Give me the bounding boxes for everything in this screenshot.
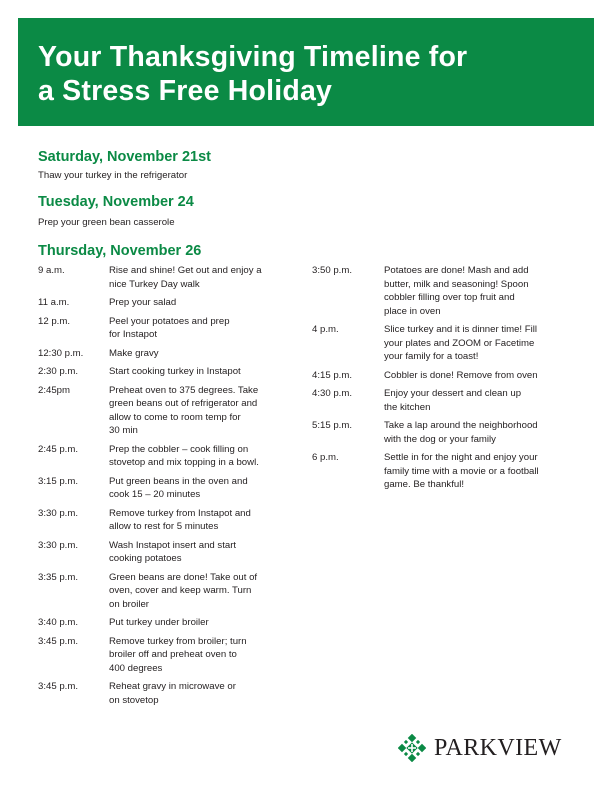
saturday-task: Thaw your turkey in the refrigerator [38, 170, 188, 181]
timeline-time: 3:45 p.m. [38, 681, 78, 692]
timeline-time: 4:15 p.m. [312, 369, 352, 381]
timeline-time: 11 a.m. [38, 297, 70, 308]
tuesday-heading: Tuesday, November 24 [38, 194, 194, 210]
timeline-activity [109, 315, 288, 342]
timeline-time: 2:45pm [38, 384, 70, 396]
timeline-time: 5:15 p.m. [312, 420, 352, 431]
timeline-time: 12 p.m. [38, 315, 70, 327]
timeline-activity-line: your family for a toast! [384, 351, 479, 362]
timeline-activity-line: the kitchen [384, 401, 431, 413]
timeline-activity-line: on broiler [109, 598, 149, 610]
timeline-activity [384, 387, 562, 414]
timeline-activity-line: allow to rest for 5 minutes [109, 521, 219, 532]
timeline-activity-line: for Instapot [109, 329, 157, 340]
timeline-activity-line: game. Be thankful! [384, 479, 464, 490]
timeline-activity-line: allow to come to room temp for [109, 411, 241, 423]
timeline-entry [38, 315, 288, 342]
timeline-entry [38, 475, 288, 502]
timeline-activity-line: stovetop and mix topping in a bowl. [109, 457, 259, 468]
timeline-entry [38, 384, 288, 438]
timeline-time: 3:50 p.m. [312, 265, 352, 276]
timeline-activity-line: Cobbler is done! Remove from oven [384, 369, 538, 381]
timeline-entry [38, 616, 288, 630]
thursday-heading: Thursday, November 26 [38, 243, 202, 259]
timeline-entry [312, 323, 562, 364]
timeline-right-column [312, 264, 562, 497]
timeline-activity-line: Slice turkey and it is dinner time! Fill [384, 324, 538, 335]
timeline-activity-line: cobbler filling over top fruit and [384, 292, 515, 303]
timeline-activity-line: Settle in for the night and enjoy your [384, 452, 538, 463]
timeline-activity-line: Remove turkey from broiler; turn [109, 635, 247, 647]
timeline-entry [38, 296, 288, 310]
timeline-activity-line: green beans out of refrigerator and [109, 398, 258, 409]
timeline-activity [109, 571, 288, 612]
timeline-activity-line: on stovetop [109, 694, 159, 706]
timeline-time: 4:30 p.m. [312, 388, 352, 399]
timeline-time: 2:30 p.m. [38, 366, 78, 377]
timeline-time: 3:30 p.m. [38, 539, 78, 551]
timeline-entry [38, 680, 288, 707]
timeline-activity [109, 365, 288, 379]
timeline-time: 3:15 p.m. [38, 475, 78, 487]
timeline-activity-line: place in oven [384, 305, 441, 317]
timeline-time: 9 a.m. [38, 265, 65, 276]
timeline-activity-line: Prep your salad [109, 297, 177, 308]
timeline-activity-line: Start cooking turkey in Instapot [109, 366, 241, 377]
timeline-time: 6 p.m. [312, 452, 339, 463]
timeline-activity [109, 616, 288, 630]
timeline-activity-line: Prep the cobbler – cook filling on [109, 443, 249, 455]
timeline-activity-line: cook 15 – 20 minutes [109, 489, 201, 500]
timeline-activity-line: broiler off and preheat oven to [109, 649, 237, 660]
timeline-activity-line: Make gravy [109, 347, 159, 359]
saturday-heading: Saturday, November 21st [38, 149, 211, 165]
timeline-activity-line: 400 degrees [109, 662, 163, 674]
timeline-activity-line: butter, milk and seasoning! Spoon [384, 278, 529, 290]
timeline-activity [109, 264, 288, 291]
timeline-activity-line: cooking potatoes [109, 553, 182, 564]
timeline-activity [384, 419, 562, 446]
timeline-activity-line: with the dog or your family [384, 433, 496, 445]
timeline-activity-line: Peel your potatoes and prep [109, 315, 230, 327]
timeline-time: 3:40 p.m. [38, 617, 78, 628]
timeline-activity [109, 347, 288, 361]
timeline-activity [109, 296, 288, 310]
timeline-entry [38, 365, 288, 379]
timeline-entry [38, 443, 288, 470]
timeline-entry [312, 264, 562, 318]
timeline-activity-line: your plates and ZOOM or Facetime [384, 337, 535, 349]
timeline-activity-line: Enjoy your dessert and clean up [384, 388, 522, 399]
tuesday-task: Prep your green bean casserole [38, 217, 175, 228]
timeline-activity-line: Put turkey under broiler [109, 617, 209, 628]
timeline-activity-line: 30 min [109, 425, 138, 436]
page-title [38, 40, 578, 108]
timeline-entry [38, 347, 288, 361]
timeline-activity-line: Put green beans in the oven and [109, 475, 248, 487]
timeline-entry [312, 369, 562, 383]
timeline-activity [384, 323, 562, 364]
parkview-logo [398, 731, 580, 765]
timeline-activity-line: Green beans are done! Take out of [109, 571, 258, 583]
timeline-entry [312, 451, 562, 492]
timeline-activity-line: nice Turkey Day walk [109, 278, 200, 290]
timeline-time: 3:45 p.m. [38, 635, 78, 647]
timeline-activity [109, 507, 288, 534]
timeline-activity [109, 635, 288, 676]
timeline-activity [109, 475, 288, 502]
timeline-activity [109, 539, 288, 566]
title-banner [18, 18, 594, 126]
timeline-activity [384, 369, 562, 383]
timeline-time: 3:35 p.m. [38, 571, 78, 583]
timeline-activity-line: oven, cover and keep warm. Turn [109, 585, 252, 596]
timeline-entry [38, 264, 288, 291]
timeline-activity [109, 443, 288, 470]
timeline-activity-line: Take a lap around the neighborhood [384, 420, 538, 431]
timeline-time: 12:30 p.m. [38, 347, 84, 359]
timeline-activity [384, 451, 562, 492]
timeline-entry [38, 635, 288, 676]
timeline-activity [384, 264, 562, 318]
timeline-activity-line: Preheat oven to 375 degrees. Take [109, 384, 259, 396]
timeline-time: 3:30 p.m. [38, 507, 78, 519]
title-line-1: Your Thanksgiving Timeline for [38, 41, 468, 73]
parkview-wordmark: PARKVIEW [434, 734, 562, 761]
timeline-entry [38, 507, 288, 534]
timeline-activity-line: Rise and shine! Get out and enjoy a [109, 265, 262, 276]
timeline-activity [109, 384, 288, 438]
timeline-activity-line: Reheat gravy in microwave or [109, 681, 236, 692]
parkview-diamond-cross-logo-icon [398, 734, 426, 762]
timeline-activity-line: Remove turkey from Instapot and [109, 507, 251, 519]
timeline-time: 2:45 p.m. [38, 443, 78, 455]
timeline-activity-line: Wash Instapot insert and start [109, 539, 237, 551]
timeline-activity-line: family time with a movie or a football [384, 465, 539, 477]
timeline-left-column [38, 264, 288, 712]
timeline-activity [109, 680, 288, 707]
timeline-entry [38, 539, 288, 566]
timeline-entry [312, 419, 562, 446]
timeline-entry [312, 387, 562, 414]
timeline-activity-line: Potatoes are done! Mash and add [384, 265, 529, 276]
timeline-entry [38, 571, 288, 612]
timeline-time: 4 p.m. [312, 324, 339, 335]
title-line-2: a Stress Free Holiday [38, 75, 333, 107]
